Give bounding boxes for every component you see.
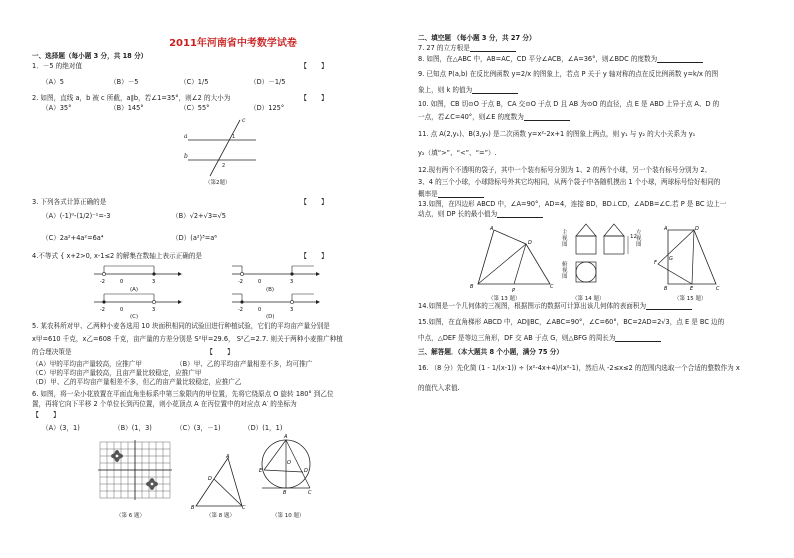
svg-text:3: 3 (152, 307, 156, 313)
q2-option-d: （D）125° (250, 104, 285, 112)
question-15-line-1: 15.如图，在直角梯形 ABCD 中，AD∥BC，∠ABC=90°，∠C=60°，BC=2AD=2√3，点 E 是 BC 边的 (418, 318, 725, 326)
figure-q13-quadrilateral (468, 226, 558, 294)
number-line-c (92, 292, 182, 314)
q1-option-b: （B）－5 (110, 78, 139, 86)
svg-text:A: A (284, 434, 288, 440)
figure-q8-triangle (190, 454, 248, 510)
svg-text:A: A (226, 454, 230, 460)
figure-q2-parallel-lines (184, 114, 264, 184)
q5-option-d: （D）甲、乙的平均亩产量相差不多，但乙的亩产量比较稳定，应推广乙 (32, 378, 242, 386)
svg-text:0: 0 (120, 279, 124, 285)
question-5-line-1: 5. 某农科所对甲、乙两种小麦各选用 10 块面积相同的试验田进行种植试验，它们的平均亩产量分别是 (32, 322, 330, 330)
answer-blank-10[interactable] (524, 114, 570, 121)
dimension-12: 12 (630, 234, 637, 240)
caption-q13: （第 13 题） (488, 296, 521, 302)
q6-option-b: （B）(1，3) (114, 424, 152, 432)
label-top-view: 俯视图 (562, 262, 568, 280)
question-15-line-2: 中点，△DEF 是等边三角形，DF 交 AB 于点 G，则△BFG 的周长为 (418, 334, 661, 342)
label-left-view: 左视图 (636, 230, 642, 248)
question-1: 1．－5 的绝对值 (32, 62, 83, 70)
figure-q15-trapezoid (654, 224, 724, 294)
caption-q6: （第 6 题） (116, 513, 145, 519)
label-main-view: 主视图 (562, 230, 568, 248)
q6-option-a: （A）(3，1) (42, 424, 80, 432)
svg-text:E: E (690, 286, 694, 292)
q6-option-c: （C）(3，－1) (176, 424, 221, 432)
caption-q14: （第 14 题） (572, 296, 605, 302)
q6-option-d: （D）(1，1) (244, 424, 283, 432)
svg-text:b: b (184, 153, 188, 160)
answer-blank-15[interactable] (615, 335, 661, 342)
svg-text:B: B (664, 286, 668, 292)
number-line-d (230, 292, 320, 314)
svg-text:E: E (259, 468, 263, 474)
svg-text:D: D (528, 240, 532, 246)
caption-q10: （第 10 题） (272, 513, 305, 519)
question-13-line-1: 13.如图，在四边形 ABCD 中，∠A=90°，AD=4，连接 BD，BD⊥CD，∠ADB=∠C.若 P 是 BC 边上一 (418, 200, 727, 208)
question-6-line-2: 置，再将它向下平移 2 个单位长到丙位置，则小花顶点 A 在丙位置中的对应点 A′ 的坐标为 (32, 400, 297, 408)
figure-q6-grid (96, 436, 174, 512)
svg-text:-2: -2 (238, 307, 243, 313)
question-11-line-2: y₂（填“>”、“<”、“=”）. (418, 149, 497, 157)
question-10-line-2: 一点，若∠C=40°，则∠E 的度数为 (418, 113, 570, 121)
svg-text:D: D (695, 226, 699, 232)
svg-text:C: C (550, 284, 554, 290)
svg-text:F: F (654, 260, 657, 266)
svg-text:c: c (242, 117, 246, 124)
svg-text:2: 2 (222, 163, 226, 169)
q3-option-b: （B）√2+√3=√5 (172, 212, 226, 220)
question-4: 4.不等式 { x+2>0, x-1≤2 的解集在数轴上表示正确的是 (32, 252, 203, 260)
svg-text:C: C (242, 505, 246, 510)
caption-q2: （第2题） (205, 180, 231, 186)
figure-q10-circle (258, 430, 316, 512)
svg-text:B: B (283, 490, 287, 496)
q1-option-a: （A）5 (42, 78, 64, 86)
svg-text:a: a (184, 133, 188, 140)
q2-option-a: （A）35° (42, 104, 72, 112)
q2-option-b: （B）145° (110, 104, 144, 112)
svg-text:B: B (470, 284, 474, 290)
question-12-line-1: 12.现有两个不透明的袋子，其中一个装有标号分别为 1、2 的两个小球，另一个装有标号分别为 2、 (418, 166, 712, 174)
q1-option-d: （D）－1/5 (250, 78, 286, 86)
exam-title: 2011年河南省中考数学试卷 (169, 38, 297, 49)
question-13-line-2: 动点，则 DP 长的最小值为 (418, 210, 543, 218)
question-3: 3. 下列各式计算正确的是 (32, 198, 107, 206)
question-11-line-1: 11. 点 A(2,y₁)、B(3,y₂) 是二次函数 y=x²-2x+1 的图象上两点，则 y₁ 与 y₂ 的大小关系为 y₁ (418, 130, 696, 138)
svg-text:3: 3 (290, 279, 294, 285)
answer-blank-12[interactable] (438, 191, 484, 198)
label-b: (B) (266, 287, 275, 293)
section-1-heading: 一、选择题（每小题 3 分，共 18 分） (32, 52, 148, 60)
svg-text:A: A (490, 226, 494, 232)
q1-option-c: （C）1/5 (180, 78, 209, 86)
svg-text:3: 3 (152, 279, 156, 285)
question-14: 14.如图是一个几何体的三视图，根据图示的数据可计算出该几何体的表面积为 (418, 302, 692, 310)
question-5-line-3: 的合理决策是 (32, 348, 72, 356)
label-c: (C) (130, 314, 139, 320)
question-12-line-3: 概率是 (418, 190, 484, 198)
q5-option-b: （B）甲、乙的平均亩产量相差不多，均可推广 (176, 360, 313, 368)
answer-bracket-1: 【 】 (300, 62, 328, 70)
question-9-line-2: 象上，则 k 的值为 (418, 86, 518, 94)
question-16-line-1: 16. （8 分）先化简 (1 - 1/(x-1)) ÷ (x²-4x+4)/(x²-1)，然后从 -2≤x≤2 的范围内选取一个合适的整数作为 x (418, 364, 740, 372)
svg-text:B: B (191, 505, 195, 510)
answer-blank-9[interactable] (472, 87, 518, 94)
svg-text:-2: -2 (238, 279, 243, 285)
svg-text:G: G (669, 256, 673, 262)
q2-option-c: （C）55° (180, 104, 210, 112)
q3-option-d: （D）(a²)³=a⁶ (172, 234, 217, 242)
svg-text:1: 1 (232, 134, 236, 140)
caption-q8: （第 8 题） (206, 513, 235, 519)
svg-text:0: 0 (258, 307, 262, 313)
question-6-line-1: 6. 如图，将一朵小花放置在平面直角坐标系中第三象限内的甲位置，先将它绕原点 O 旋转 180° 到乙位 (32, 390, 334, 398)
svg-text:D: D (208, 476, 212, 482)
svg-text:0: 0 (120, 307, 124, 313)
label-a: (A) (130, 287, 139, 293)
number-line-b (230, 264, 320, 286)
svg-text:O: O (287, 460, 291, 466)
answer-blank-8[interactable] (657, 56, 703, 63)
answer-bracket-2: 【 】 (300, 94, 328, 102)
svg-text:-2: -2 (100, 279, 105, 285)
question-16-line-2: 的值代入求值. (418, 384, 460, 392)
svg-text:3: 3 (290, 307, 294, 313)
svg-text:C: C (716, 286, 720, 292)
question-2: 2. 如图，直线 a，b 被 c 所截，a∥b，若∠1=35°，则∠2 的大小为 (32, 94, 231, 102)
svg-text:-2: -2 (100, 307, 105, 313)
q5-option-a: （A）甲的平均亩产量较高，应推广甲 (32, 360, 143, 368)
svg-text:0: 0 (258, 279, 262, 285)
question-5-line-2: x甲=610 千克，x乙=608 千克，亩产量的方差分别是 S²甲=29.6， S²乙=2.7. 则关于两种小麦推广种植 (32, 335, 343, 343)
answer-bracket-4: 【 】 (300, 252, 328, 260)
answer-bracket-5: 【 】 (206, 348, 234, 356)
question-9-line-1: 9. 已知点 P(a,b) 在反比例函数 y=2/x 的图象上，若点 P 关于 y 轴对称的点在反比例函数 y=k/x 的图 (418, 70, 719, 78)
answer-blank-14[interactable] (646, 303, 692, 310)
q3-option-a: （A）(-1)⁰-(1/2)⁻¹=-3 (42, 212, 111, 220)
label-d: (D) (266, 314, 275, 320)
question-12-line-2: 3、4 的三个小球，小球除标号外其它均相同，从两个袋子中各随机摸出 1 个小球，两球标号恰好相同的 (418, 178, 721, 186)
answer-bracket-3: 【 】 (300, 198, 328, 206)
svg-text:P: P (512, 288, 516, 294)
section-2-heading: 二、填空题 （每小题 3 分，共 27 分） (418, 34, 536, 42)
question-7: 7. 27 的立方根是 (418, 44, 516, 52)
answer-blank-13[interactable] (497, 211, 543, 218)
number-line-a (92, 264, 182, 286)
q5-option-c: （C）甲的平均亩产量较高，且亩产量比较稳定，应推广甲 (32, 369, 202, 377)
svg-text:D: D (304, 468, 308, 474)
answer-blank-7[interactable] (470, 45, 516, 52)
q3-option-c: （C）2a²+4a²=6a⁴ (42, 234, 104, 242)
caption-q15: （第 15 题） (674, 296, 707, 302)
answer-bracket-6: 【 】 (32, 411, 60, 419)
svg-text:C: C (308, 490, 312, 496)
section-3-heading: 三、解答题．（本大题共 8 个小题，满分 75 分） (418, 348, 563, 356)
svg-text:A: A (664, 226, 668, 232)
question-10-line-1: 10. 如图，CB 切⊙O 于点 B，CA 交⊙O 于点 D 且 AB 为⊙O 的直径，点 E 是 ABD 上异于点 A、D 的 (418, 100, 720, 108)
figure-q14-three-views (572, 222, 636, 296)
question-8: 8. 如图，在△ABC 中，AB=AC，CD 平分∠ACB，∠A=36°，则∠BDC 的度数为 (418, 55, 703, 63)
